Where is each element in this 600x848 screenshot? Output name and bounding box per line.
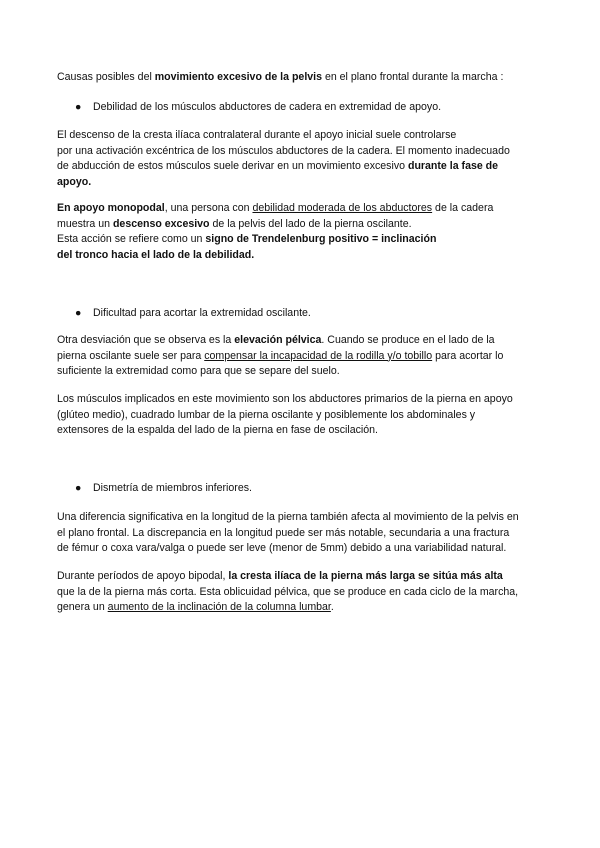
text: para acortar lo [432, 349, 504, 362]
bold-text: signo de Trendelenburg positivo = inclinación [205, 233, 437, 245]
bullet-weakness [75, 100, 441, 115]
bullet-label: Dismetría de miembros inferiores. [93, 482, 252, 494]
line: (glúteo medio), cuadrado lumbar de la pierna oscilante y posiblemente los abdominales y [57, 408, 476, 421]
line: de fémur o coxa vara/valga o puede ser leve (menor de 5mm) debido a una variabilidad natural. [57, 542, 507, 554]
bullet-shortening [75, 306, 311, 321]
line: el plano frontal. La discrepancia en la longitud puede ser más notable, secundaria a una fractura [57, 526, 510, 539]
underlined-text: aumento de la inclinación de la columna lumbar [107, 601, 331, 613]
bold-text: apoyo. [57, 175, 92, 188]
underlined-text: compensar la incapacidad de la rodilla y/o tobillo [204, 349, 433, 362]
bullet-icon: ● [75, 482, 82, 494]
line: El descenso de la cresta ilíaca contralateral durante el apoyo inicial suele controlarse [57, 129, 457, 141]
text: Esta acción se refiere como un [57, 233, 206, 245]
intro-text-end: en el plano frontal durante la marcha : [322, 71, 504, 83]
text: de la pelvis del lado de la pierna oscilante. [209, 217, 412, 230]
bold-text: del tronco hacia el lado de la debilidad. [57, 248, 255, 261]
text: muestra un [57, 217, 113, 230]
line: por una activación excéntrica de los músculos abductores de la cadera. El momento inadecuado [57, 144, 510, 157]
paragraph-muscles [57, 392, 547, 439]
line: Los músculos implicados en este movimiento son los abductores primarios de la pierna en apoyo [57, 393, 513, 405]
line: extensores de la espalda del lado de la pierna en fase de oscilación. [57, 424, 378, 436]
underlined-text: debilidad moderada de los abductores [252, 202, 433, 214]
bold-text: durante la fase de [407, 160, 499, 172]
bold-text: En apoyo monopodal [57, 202, 165, 214]
text: pierna oscilante suele ser para [57, 349, 205, 362]
bold-text: la cresta ilíaca de la pierna más larga se sitúa más alta [228, 570, 503, 582]
paragraph-monopodal [57, 201, 547, 263]
bullet-dysmetria [75, 481, 252, 496]
paragraph-length-difference [57, 510, 547, 557]
text: . Cuando se produce en el lado de la [321, 334, 495, 346]
text: suficiente la extremidad como para que se separe del suelo. [57, 365, 340, 377]
line: de abducción de estos músculos suele derivar en un movimiento excesivo [57, 160, 408, 172]
bullet-icon: ● [75, 101, 82, 113]
line: Una diferencia significativa en la longitud de la pierna también afecta al movimiento de la pelvis en [57, 511, 519, 523]
bullet-label: Dificultad para acortar la extremidad oscilante. [93, 307, 311, 319]
intro-text: Causas posibles del [57, 71, 155, 83]
paragraph-pelvic-elevation [57, 333, 547, 380]
text: genera un [57, 601, 108, 613]
paragraph-descent [57, 128, 547, 190]
bold-text: descenso excesivo [112, 217, 210, 230]
text: Durante períodos de apoyo bipodal, [57, 570, 229, 582]
text: . [330, 601, 334, 613]
text: Otra desviación que se observa es la [57, 334, 235, 346]
text: de la cadera [432, 202, 494, 214]
paragraph-bipodal [57, 569, 547, 616]
text: que la de la pierna más corta. Esta oblicuidad pélvica, que se produce en cada ciclo de la marcha, [57, 585, 519, 598]
intro-bold: movimiento excesivo de la pelvis [154, 71, 322, 83]
bullet-icon: ● [75, 307, 82, 319]
text: , una persona con [164, 202, 253, 214]
intro-paragraph [57, 70, 547, 86]
bold-text: elevación pélvica [234, 334, 322, 346]
bullet-label: Debilidad de los músculos abductores de cadera en extremidad de apoyo. [93, 101, 442, 113]
